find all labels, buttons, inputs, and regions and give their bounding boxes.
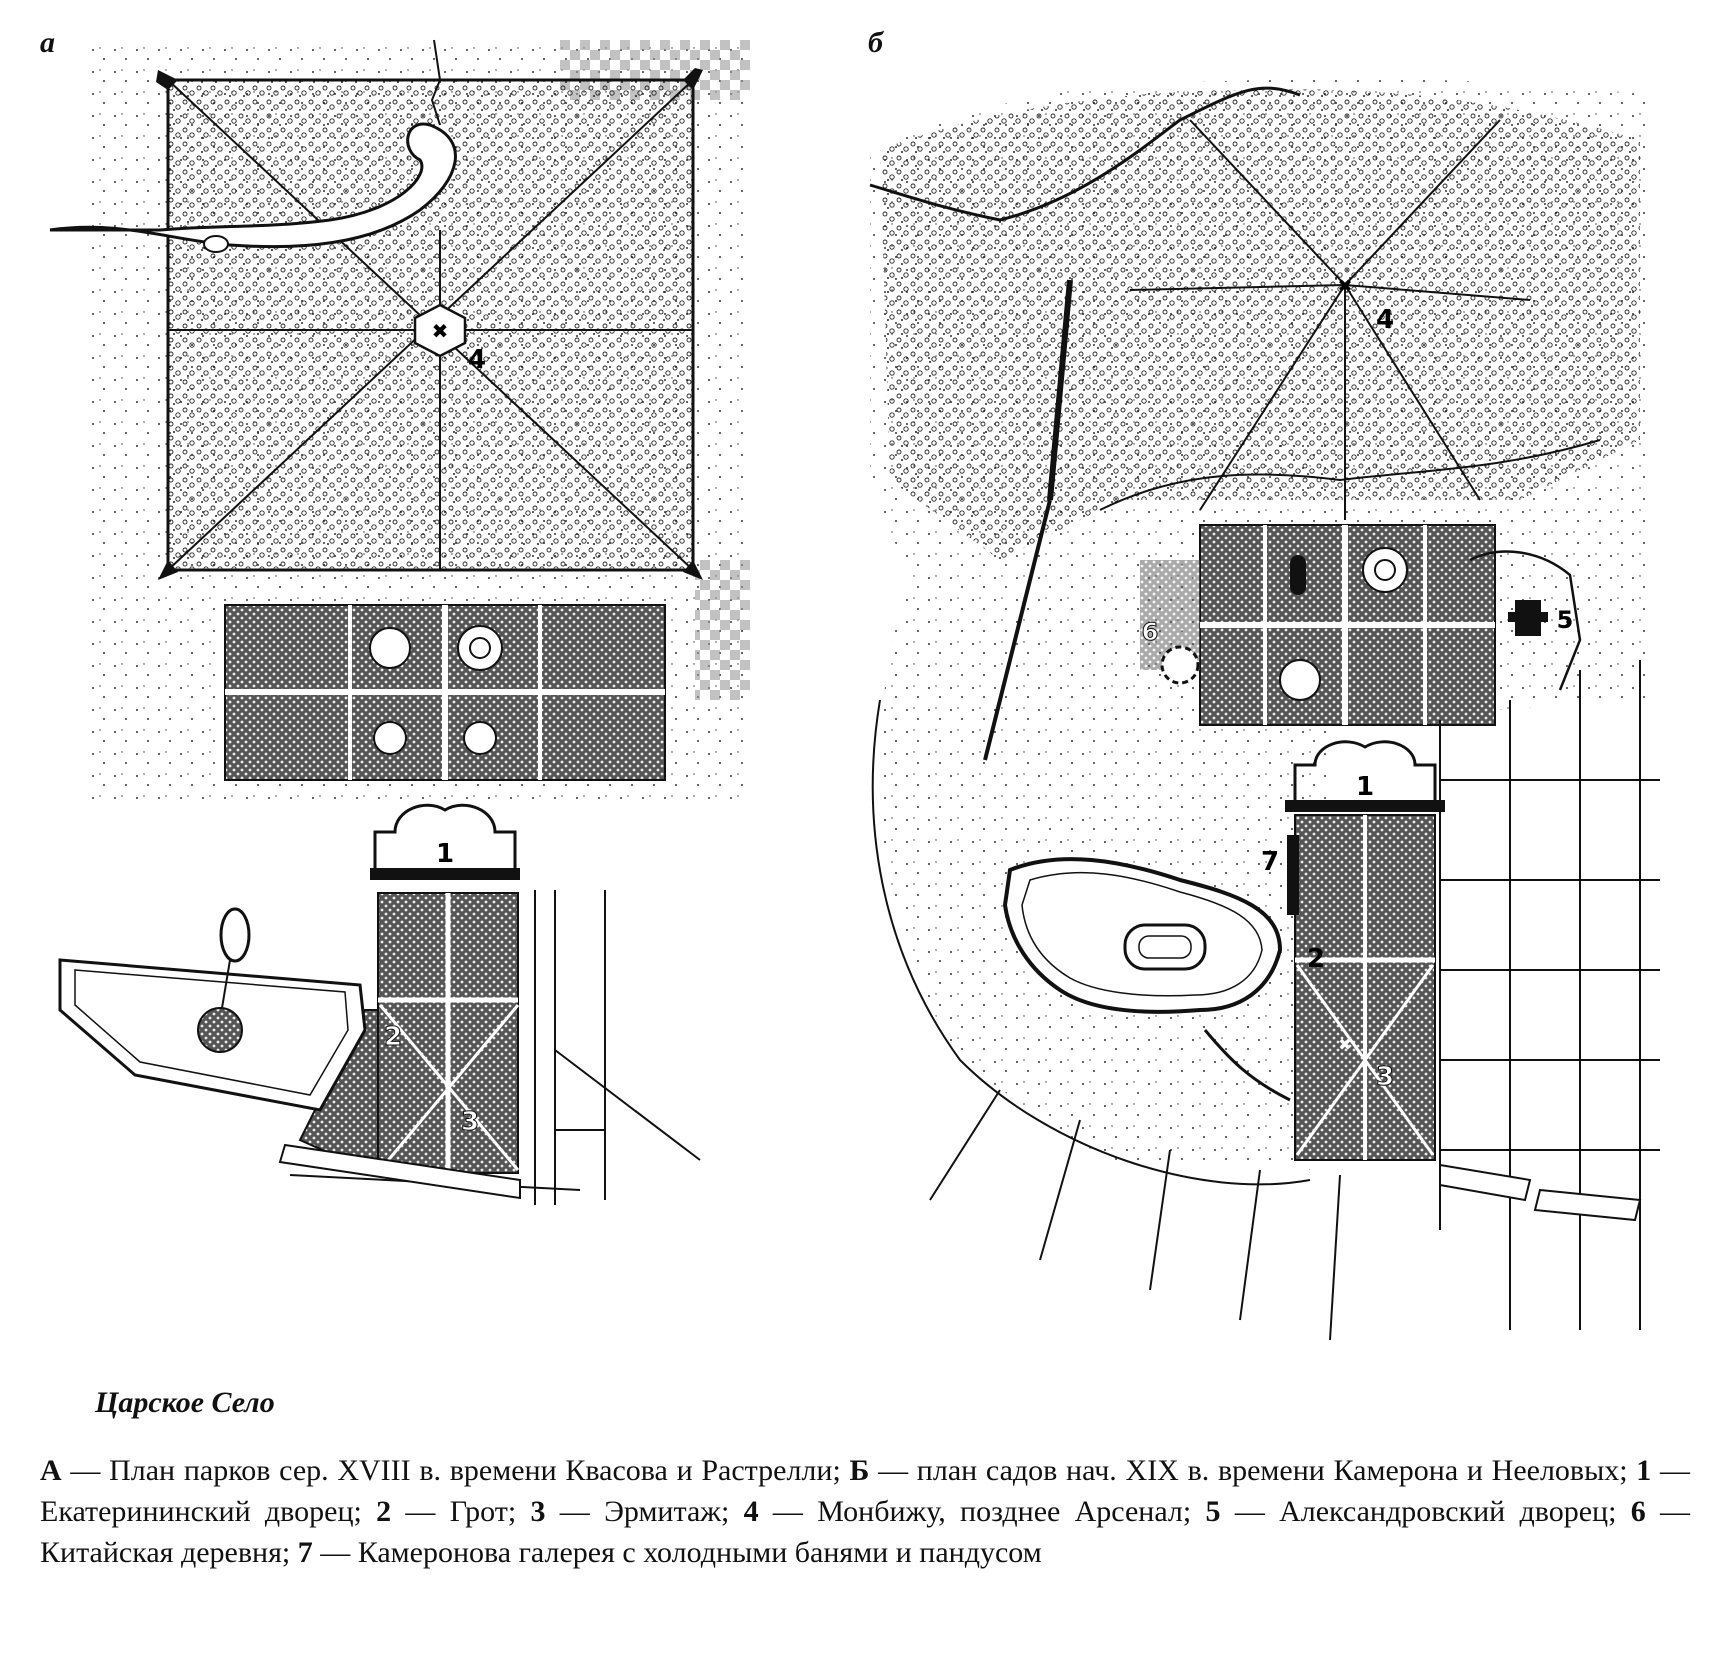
panel-a-letter: а — [40, 26, 55, 59]
caption-key: А — [40, 1454, 62, 1487]
caption-text: — Китайская деревня; — [40, 1495, 1690, 1569]
caption-key: Б — [849, 1454, 870, 1487]
parterre-b — [1200, 525, 1495, 725]
caption-key: 7 — [297, 1536, 313, 1569]
caption-text: — Грот; — [391, 1495, 531, 1528]
svg-text:✖: ✖ — [1338, 1035, 1352, 1054]
lower-garden-b — [1287, 815, 1435, 1160]
figure-title: Царское Село — [95, 1386, 275, 1419]
label-a-3: 3 — [460, 1107, 480, 1137]
parterre-a — [225, 605, 665, 780]
caption-key: 1 — [1636, 1454, 1652, 1487]
label-b-5: 5 — [1556, 606, 1574, 634]
svg-text:✖: ✖ — [1337, 276, 1353, 297]
caption-text: — Камеронова галерея с холодными банями и пандусом — [312, 1536, 1042, 1569]
label-a-1: 1 — [435, 839, 455, 869]
plan-b — [870, 79, 1660, 1340]
label-b-4: 4 — [1375, 305, 1395, 335]
caption-text: — Екатерининский дворец; — [40, 1454, 1691, 1528]
label-b-7: 7 — [1260, 847, 1280, 877]
caption-text: — Эрмитаж; — [545, 1495, 744, 1528]
label-b-6: 6 — [1141, 618, 1159, 646]
svg-text:✖: ✖ — [431, 319, 449, 343]
label-a-4: 4 — [467, 345, 487, 375]
label-b-3: 3 — [1375, 1062, 1395, 1092]
caption-key: 6 — [1630, 1495, 1646, 1528]
caption-text: — Александровский дворец; — [1220, 1495, 1631, 1528]
panel-b-letter: б — [868, 26, 883, 59]
figure-caption — [40, 1450, 1690, 1573]
caption-key: 3 — [530, 1495, 546, 1528]
caption-key: 5 — [1205, 1495, 1221, 1528]
label-a-2: 2 — [383, 1022, 403, 1052]
caption-key: 4 — [743, 1495, 759, 1528]
caption-text: — план садов нач. XIX в. времени Камерона и Нееловых; — [869, 1454, 1637, 1487]
caption-text: — Монбижу, позднее Арсенал; — [758, 1495, 1206, 1528]
label-b-2: 2 — [1306, 944, 1326, 974]
label-b-1: 1 — [1355, 772, 1375, 802]
caption-key: 2 — [376, 1495, 392, 1528]
caption-text: — План парков сер. XVIII в. времени Квасова и Растрелли; — [61, 1454, 850, 1487]
